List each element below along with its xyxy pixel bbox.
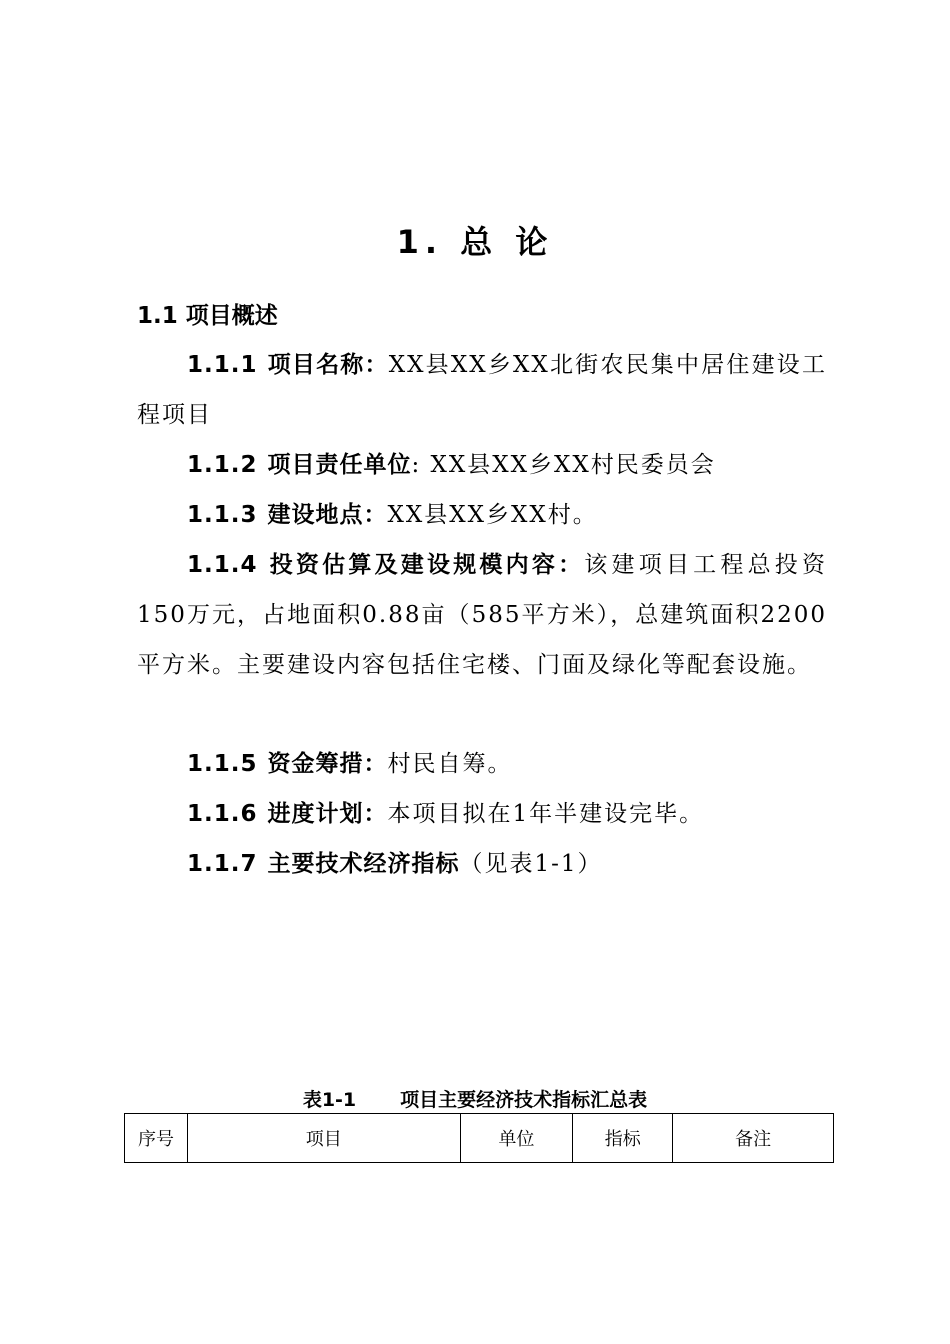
header-cell-item: 项目	[187, 1114, 460, 1163]
item-number: 1.1.3	[187, 502, 258, 528]
item-label: 主要技术经济指标	[267, 851, 460, 877]
item-text: XX县XX乡XX北街农民集中居住建设工程项目	[137, 352, 827, 428]
chapter-title: 1. 总 论	[396, 223, 554, 261]
item-label: 项目责任单位	[267, 452, 412, 478]
item-number: 1.1.5	[187, 751, 258, 777]
header-cell-index: 序号	[125, 1114, 188, 1163]
item-number: 1.1.1	[187, 352, 258, 378]
header-cell-remark: 备注	[673, 1114, 834, 1163]
item-label: 投资估算及建设规模内容：	[267, 552, 585, 578]
item-text: XX县XX乡XX村。	[387, 502, 598, 528]
item-label: 资金筹措：	[267, 751, 388, 777]
item-responsible-unit	[137, 440, 827, 490]
item-location	[137, 490, 827, 540]
item-investment-scale	[137, 540, 827, 690]
table-caption-title: 项目主要经济技术指标汇总表	[400, 1089, 648, 1111]
item-number: 1.1.4	[187, 552, 258, 578]
item-text: 村民自筹。	[387, 751, 513, 777]
item-text: 该建项目工程总投资150万元，占地面积0.88亩（585平方米），总建筑面积2200平方米。主要建设内容包括住宅楼、门面及绿化等配套设施。	[137, 552, 828, 678]
item-project-name	[137, 340, 827, 440]
item-number: 1.1.6	[187, 801, 258, 827]
item-indicators	[137, 839, 827, 889]
section-title: 1.1 项目概述	[137, 303, 278, 329]
item-number: 1.1.7	[187, 851, 258, 877]
item-schedule	[137, 789, 827, 839]
item-funding	[137, 739, 827, 789]
item-number: 1.1.2	[187, 452, 258, 478]
header-cell-unit: 单位	[460, 1114, 573, 1163]
item-text: 本项目拟在1年半建设完毕。	[387, 801, 705, 827]
table-caption-number: 表1-1	[302, 1089, 357, 1111]
item-text: : XX县XX乡XX村民委员会	[411, 452, 716, 478]
item-label: 建设地点：	[267, 502, 388, 528]
indicators-table	[124, 1113, 834, 1163]
item-label: 项目名称：	[267, 352, 389, 378]
table-header-row	[125, 1114, 834, 1163]
table-caption	[0, 1084, 950, 1116]
item-label: 进度计划：	[267, 801, 388, 827]
item-text: （见表1-1）	[459, 851, 603, 877]
header-cell-indicator: 指标	[573, 1114, 673, 1163]
